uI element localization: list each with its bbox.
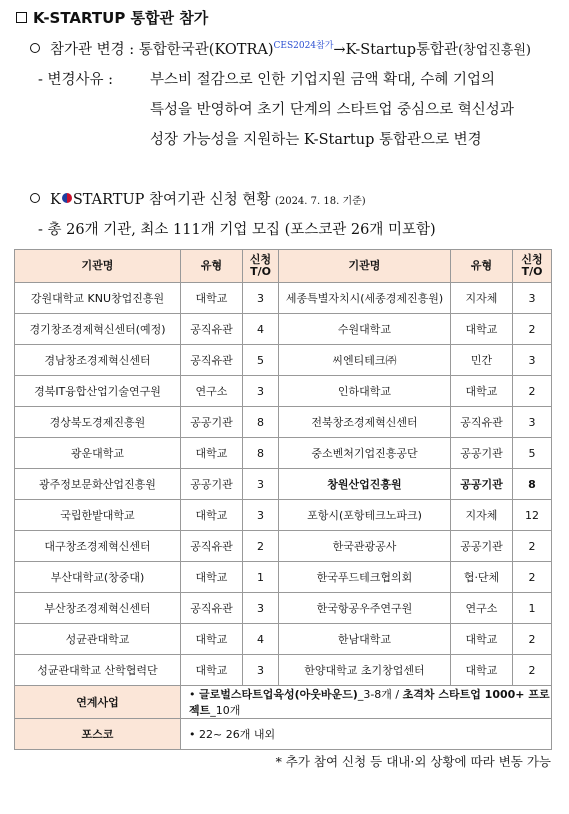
table-row [15,593,552,624]
institution-type: 공직유관 [181,531,243,562]
circle-bullet-icon [30,43,40,53]
table-row [15,531,552,562]
posco-text: 22~ 26개 내외 [199,728,276,741]
institution-type: 대학교 [451,624,513,655]
institution-type: 대학교 [451,314,513,345]
change-to-paren: (창업진흥원) [458,43,531,58]
header-to-text: 신청 T/O [249,253,272,278]
institution-name: 한국항공우주연구원 [279,593,451,624]
table-header [15,250,552,283]
linked-content [181,686,552,719]
to-count: 3 [243,283,279,314]
institution-type: 대학교 [181,655,243,686]
bullet: • [189,688,196,701]
linked-programs-row [15,686,552,719]
to-count: 1 [243,562,279,593]
change-sup: CES2024참가 [273,41,334,52]
section-title-text: K-STARTUP 통합관 참가 [33,9,209,27]
status-title-text: STARTUP 참여기관 신청 현황 [72,192,271,208]
linked-program-2: 초격차 스타트업 1000+ 프로젝트 [189,688,550,717]
to-count: 8 [513,469,552,500]
to-count: 2 [513,314,552,345]
reason-line-1: 부스비 절감으로 인한 기업지원 금액 확대, 수혜 기업의 [150,72,496,88]
to-count: 2 [243,531,279,562]
status-summary: - 총 26개 기관, 최소 111개 기업 모집 (포스코관 26개 미포함) [38,222,436,238]
linked-program-1: 글로벌스타트업육성(아웃바운드) [199,688,358,701]
institution-name: 한남대학교 [279,624,451,655]
institution-name: 전북창조경제혁신센터 [279,407,451,438]
institution-name: 광주정보문화산업진흥원 [15,469,181,500]
table-row [15,469,552,500]
footnote: * 추가 참여 신청 등 대내·외 상황에 따라 변동 가능 [275,754,551,769]
institution-name: 국립한밭대학교 [15,500,181,531]
institution-type: 공공기관 [181,407,243,438]
reason-line-2: 특성을 반영하여 초기 단계의 스타트업 중심으로 혁신성과 [150,102,514,118]
header-type: 유형 [181,250,243,283]
institution-name: 경상북도경제진흥원 [15,407,181,438]
to-count: 1 [513,593,552,624]
institution-name: 한양대학교 초기창업센터 [279,655,451,686]
institution-name: 경남창조경제혁신센터 [15,345,181,376]
institution-type: 연구소 [451,593,513,624]
institution-name: 부산창조경제혁신센터 [15,593,181,624]
change-label: 참가관 변경 : [50,42,135,58]
to-count: 5 [243,345,279,376]
institution-name: 한국푸드테크협의회 [279,562,451,593]
to-count: 5 [513,438,552,469]
institution-type: 대학교 [451,655,513,686]
header-name: 기관명 [15,250,181,283]
institution-name: 강원대학교 KNU창업진흥원 [15,283,181,314]
to-count: 3 [513,283,552,314]
to-count: 3 [243,376,279,407]
header-name-2: 기관명 [279,250,451,283]
institution-type: 대학교 [181,283,243,314]
to-count: 2 [513,376,552,407]
to-count: 3 [513,407,552,438]
to-count: 2 [513,624,552,655]
institution-type: 연구소 [181,376,243,407]
to-count: 8 [243,407,279,438]
institution-type: 지자체 [451,283,513,314]
institution-name: 창원산업진흥원 [279,469,451,500]
institution-type: 공직유관 [181,593,243,624]
table-row [15,500,552,531]
table-row [15,407,552,438]
table-row [15,655,552,686]
institution-name: 수원대학교 [279,314,451,345]
to-count: 2 [513,655,552,686]
bullet: • [189,728,196,741]
status-title [30,188,366,209]
taegeuk-logo-icon [62,193,72,203]
institution-name: 성균관대학교 산학협력단 [15,655,181,686]
institution-type: 공공기관 [451,438,513,469]
institution-name: 경북IT융합산업기술연구원 [15,376,181,407]
posco-content [181,719,552,750]
institution-name: 경기창조경제혁신센터(예정) [15,314,181,345]
table-row [15,376,552,407]
institution-type: 공직유관 [451,407,513,438]
change-line [30,38,531,59]
institution-type: 지자체 [451,500,513,531]
table-row [15,345,552,376]
to-count: 3 [513,345,552,376]
institution-name: 인하대학교 [279,376,451,407]
institution-type: 대학교 [181,624,243,655]
table-row [15,314,552,345]
to-count: 3 [243,469,279,500]
institution-name: 한국관광공사 [279,531,451,562]
arrow-icon: → [333,42,346,58]
status-prefix: K [50,192,61,208]
institution-name: 씨엔티테크㈜ [279,345,451,376]
institution-type: 대학교 [451,376,513,407]
table-row [15,624,552,655]
institution-type: 민간 [451,345,513,376]
to-count: 3 [243,593,279,624]
institution-name: 대구창조경제혁신센터 [15,531,181,562]
linked-range-2: _10개 [210,704,241,717]
to-count: 2 [513,531,552,562]
table-row [15,438,552,469]
header-type-2: 유형 [451,250,513,283]
linked-range-1: _3-8개 / [357,688,403,701]
institution-type: 대학교 [181,500,243,531]
change-from: 통합한국관(KOTRA) [138,42,274,58]
table-row [15,283,552,314]
institution-name: 중소벤처기업진흥공단 [279,438,451,469]
institution-name: 포항시(포항테크노파크) [279,500,451,531]
to-count: 12 [513,500,552,531]
circle-bullet-icon [30,193,40,203]
linked-label: 연계사업 [15,686,181,719]
institution-name: 세종특별자치시(세종경제진흥원) [279,283,451,314]
to-count: 4 [243,624,279,655]
to-count: 2 [513,562,552,593]
header-to-text-2: 신청 T/O [521,253,543,278]
institution-name: 성균관대학교 [15,624,181,655]
change-to: K-Startup통합관 [345,42,459,58]
header-to [243,250,279,283]
institution-type: 공직유관 [181,314,243,345]
institution-type: 공공기관 [451,469,513,500]
to-count: 3 [243,655,279,686]
posco-row [15,719,552,750]
to-count: 8 [243,438,279,469]
to-count: 3 [243,500,279,531]
institution-type: 대학교 [181,438,243,469]
to-count: 4 [243,314,279,345]
institution-type: 협·단체 [451,562,513,593]
checkbox-icon [16,12,27,23]
reason-label: - 변경사유 : [38,72,114,88]
section-title [16,7,208,28]
institution-type: 공직유관 [181,345,243,376]
institution-type: 공공기관 [451,531,513,562]
status-date: (2024. 7. 18. 기준) [274,196,366,207]
posco-label: 포스코 [15,719,181,750]
header-to-2 [513,250,552,283]
institution-name: 광운대학교 [15,438,181,469]
institution-table [14,249,552,750]
institution-type: 공공기관 [181,469,243,500]
institution-name: 부산대학교(창중대) [15,562,181,593]
table-row [15,562,552,593]
reason-line-3: 성장 가능성을 지원하는 K-Startup 통합관으로 변경 [150,132,482,148]
institution-type: 대학교 [181,562,243,593]
